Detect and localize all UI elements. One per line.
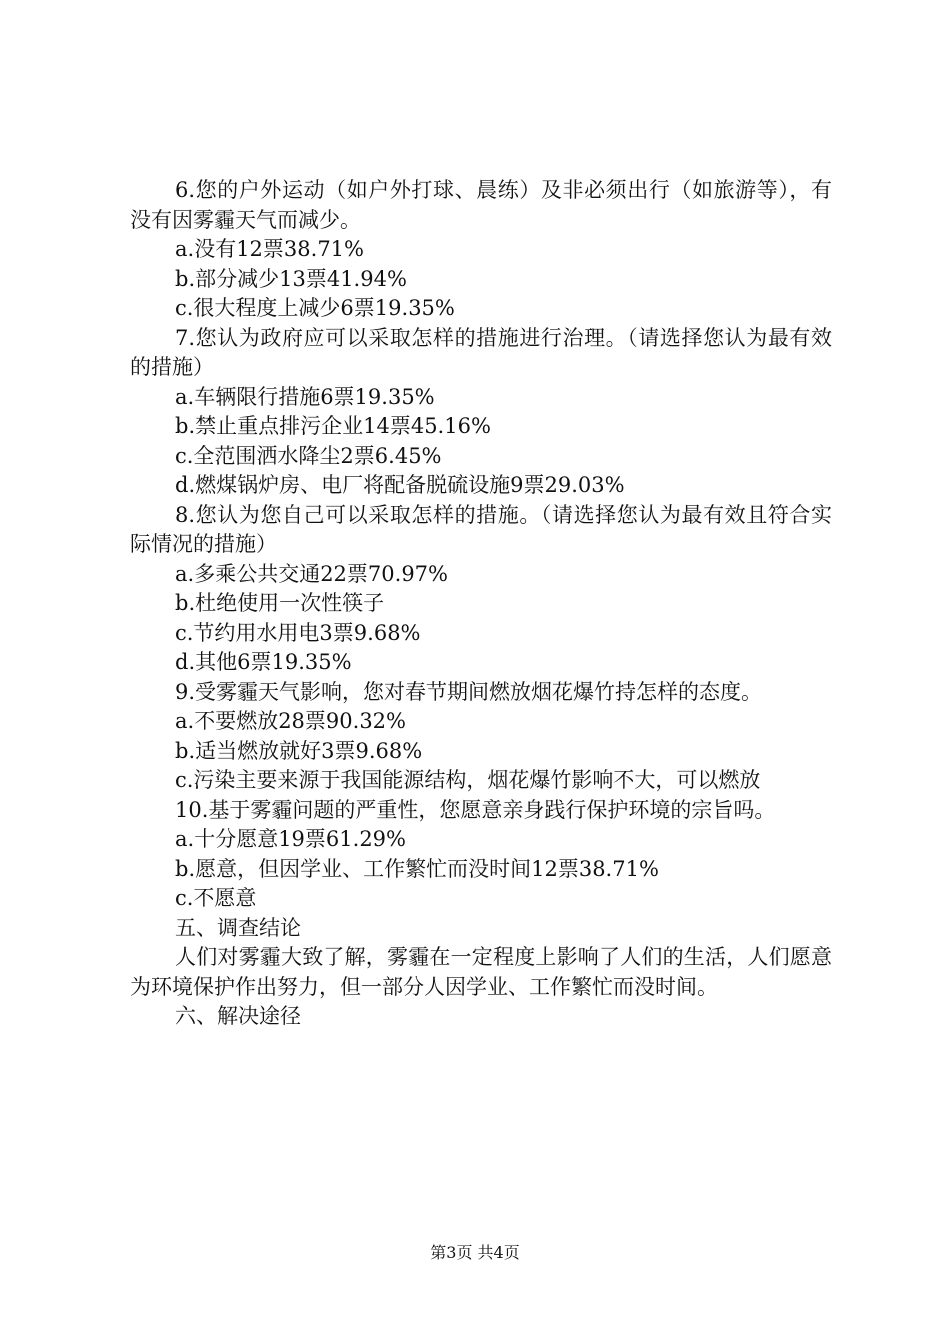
question-9: 9.受雾霾天气影响，您对春节期间燃放烟花爆竹持怎样的态度。 <box>175 679 763 704</box>
option-10c: c.不愿意 <box>175 886 257 910</box>
option-9a: a.不要燃放28票90.32% <box>175 709 406 733</box>
option-8b: b.杜绝使用一次性筷子 <box>175 591 385 615</box>
option-7c: c.全范围洒水降尘2票6.45% <box>175 443 442 468</box>
option-9c: c.污染主要来源于我国能源结构，烟花爆竹影响不大，可以燃放 <box>175 768 761 792</box>
question-10: 10.基于雾霾问题的严重性，您愿意亲身践行保护环境的宗旨吗。 <box>175 797 776 822</box>
section-heading-conclusion: 五、调查结论 <box>175 915 301 940</box>
option-8d: d.其他6票19.35% <box>175 650 352 674</box>
option-10b: b.愿意，但因学业、工作繁忙而没时间12票38.71% <box>175 856 659 881</box>
option-6b: b.部分减少13票41.94% <box>175 266 407 291</box>
option-10a: a.十分愿意19票61.29% <box>175 827 406 851</box>
question-7: 7.您认为政府应可以采取怎样的措施进行治理。（请选择您认为最有效的措施） <box>130 325 832 379</box>
option-8a: a.多乘公共交通22票70.97% <box>175 561 448 586</box>
option-7d: d.燃煤锅炉房、电厂将配备脱硫设施9票29.03% <box>175 473 625 497</box>
option-7a: a.车辆限行措施6票19.35% <box>175 384 435 409</box>
option-9b: b.适当燃放就好3票9.68% <box>175 738 423 763</box>
option-6c: c.很大程度上减少6票19.35% <box>175 296 455 320</box>
question-8: 8.您认为您自己可以采取怎样的措施。（请选择您认为最有效且符合实际情况的措施） <box>130 502 832 556</box>
option-8c: c.节约用水用电3票9.68% <box>175 620 421 645</box>
question-6: 6.您的户外运动（如户外打球、晨练）及非必须出行（如旅游等），有没有因雾霾天气而减少。 <box>130 178 832 232</box>
option-7b: b.禁止重点排污企业14票45.16% <box>175 414 491 438</box>
document-body <box>130 176 832 1032</box>
section-heading-solutions: 六、解决途径 <box>175 1004 301 1028</box>
option-6a: a.没有12票38.71% <box>175 237 364 261</box>
conclusion-paragraph: 人们对雾霾大致了解，雾霾在一定程度上影响了人们的生活，人们愿意为环境保护作出努力，但一部分人因学业、工作繁忙而没时间。 <box>130 945 832 999</box>
page-footer: 第3页 共4页 <box>430 1243 520 1262</box>
